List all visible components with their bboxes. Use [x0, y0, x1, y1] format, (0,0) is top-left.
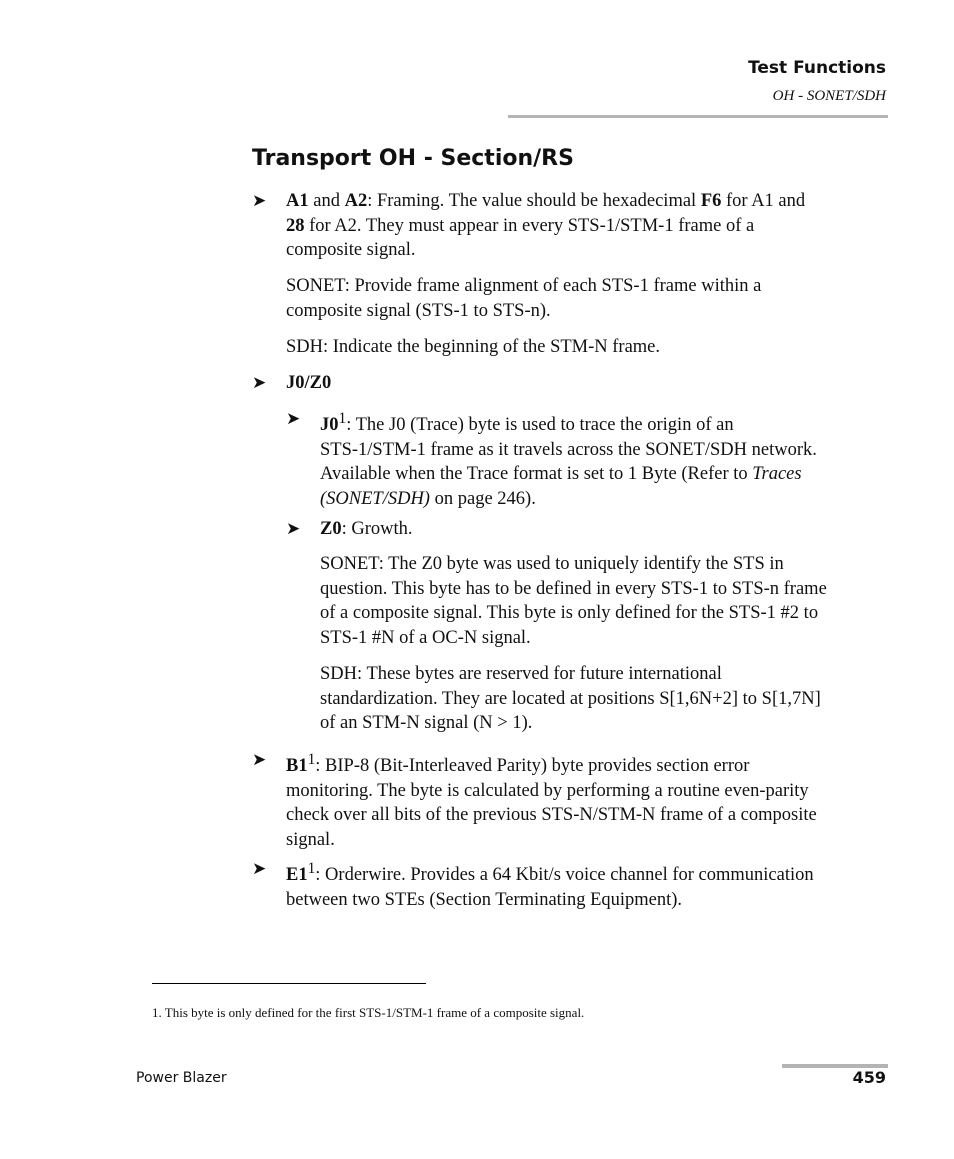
item-a1a2: [286, 189, 886, 263]
j0-term: J0: [320, 415, 339, 436]
f6-value: F6: [700, 191, 722, 211]
bullet-arrow-icon: [252, 748, 266, 773]
item-z0: [320, 517, 900, 542]
running-header-subtitle: OH - SONET/SDH: [772, 88, 886, 104]
text: of a composite signal. This byte is only defined for the STS-1 #2 to: [320, 603, 819, 624]
item-b1: [286, 748, 886, 853]
text: question. This byte has to be defined in every STS-1 to STS-n frame: [320, 578, 827, 599]
text: check over all bits of the previous STS-N/STM-N frame of a composite: [286, 805, 817, 826]
text: STS-1 #N of a OC-N signal.: [320, 627, 531, 648]
text: : Orderwire. Provides a 64 Kbit/s voice channel for communication: [315, 865, 814, 886]
a1a2-sdh-paragraph: SDH: Indicate the beginning of the STM-N frame.: [286, 337, 661, 357]
text: : The J0 (Trace) byte is used to trace the origin of an: [346, 415, 734, 436]
text: STS-1/STM-1 frame as it travels across the SONET/SDH network.: [320, 439, 817, 460]
bullet-arrow-icon: [252, 857, 266, 882]
text: signal.: [286, 829, 335, 850]
footnote-ref: 1: [307, 751, 316, 768]
traces-link[interactable]: Traces: [752, 464, 802, 485]
footer-product-name: Power Blazer: [136, 1070, 227, 1086]
text: : Growth.: [341, 519, 413, 539]
text: standardization. They are located at positions S[1,6N+2] to S[1,7N]: [320, 688, 821, 709]
e1-term: E1: [286, 865, 308, 886]
sub-bullet-arrow-icon: [286, 407, 300, 432]
traces-link-cont[interactable]: (SONET/SDH): [320, 488, 430, 509]
bullet-arrow-icon: [252, 371, 266, 396]
text: between two STEs (Section Terminating Equipment).: [286, 889, 683, 910]
text: of an STM-N signal (N > 1).: [320, 713, 533, 734]
running-header-title: Test Functions: [748, 58, 886, 78]
text: on page 246).: [429, 488, 536, 509]
text: and: [308, 191, 345, 211]
a1-term: A1: [286, 191, 309, 211]
footnote-ref: 1: [338, 410, 347, 427]
j0z0-label: J0/Z0: [286, 373, 332, 393]
text: monitoring. The byte is calculated by performing a routine even-parity: [286, 780, 809, 801]
text: composite signal (STS-1 to STS-n).: [286, 300, 551, 321]
footnote-ref: 1: [307, 860, 316, 877]
text: SONET: Provide frame alignment of each STS-1 frame within a: [286, 276, 762, 296]
text: SDH: These bytes are reserved for future international: [320, 664, 722, 684]
a2-term: A2: [344, 191, 368, 211]
header-rule: [508, 115, 888, 118]
z0-sdh-paragraph: [320, 662, 900, 736]
z0-term: Z0: [320, 519, 342, 539]
sub-bullet-arrow-icon: [286, 517, 300, 542]
footnote-rule: [152, 983, 426, 984]
section-title: Transport OH - Section/RS: [252, 146, 574, 171]
text: Available when the Trace format is set to 1 Byte (Refer to: [320, 464, 753, 485]
text: for A2. They must appear in every STS-1/STM-1 frame of a: [304, 215, 755, 236]
item-j0z0: [286, 371, 886, 396]
text: composite signal.: [286, 240, 416, 261]
page-number: 459: [852, 1068, 886, 1087]
item-e1: [286, 857, 886, 912]
text: for A1 and: [721, 191, 806, 211]
text: SONET: The Z0 byte was used to uniquely identify the STS in: [320, 554, 784, 574]
value-28: 28: [286, 215, 305, 236]
item-j0: [320, 407, 900, 512]
b1-term: B1: [286, 756, 308, 777]
text: : Framing. The value should be hexadecimal: [367, 191, 701, 211]
z0-sonet-paragraph: [320, 552, 900, 650]
footnote: 1. This byte is only defined for the first STS-1/STM-1 frame of a composite signal.: [152, 1005, 585, 1020]
text: : BIP-8 (Bit-Interleaved Parity) byte provides section error: [315, 756, 750, 777]
bullet-arrow-icon: [252, 189, 266, 214]
a1a2-sonet-paragraph: [286, 274, 886, 323]
